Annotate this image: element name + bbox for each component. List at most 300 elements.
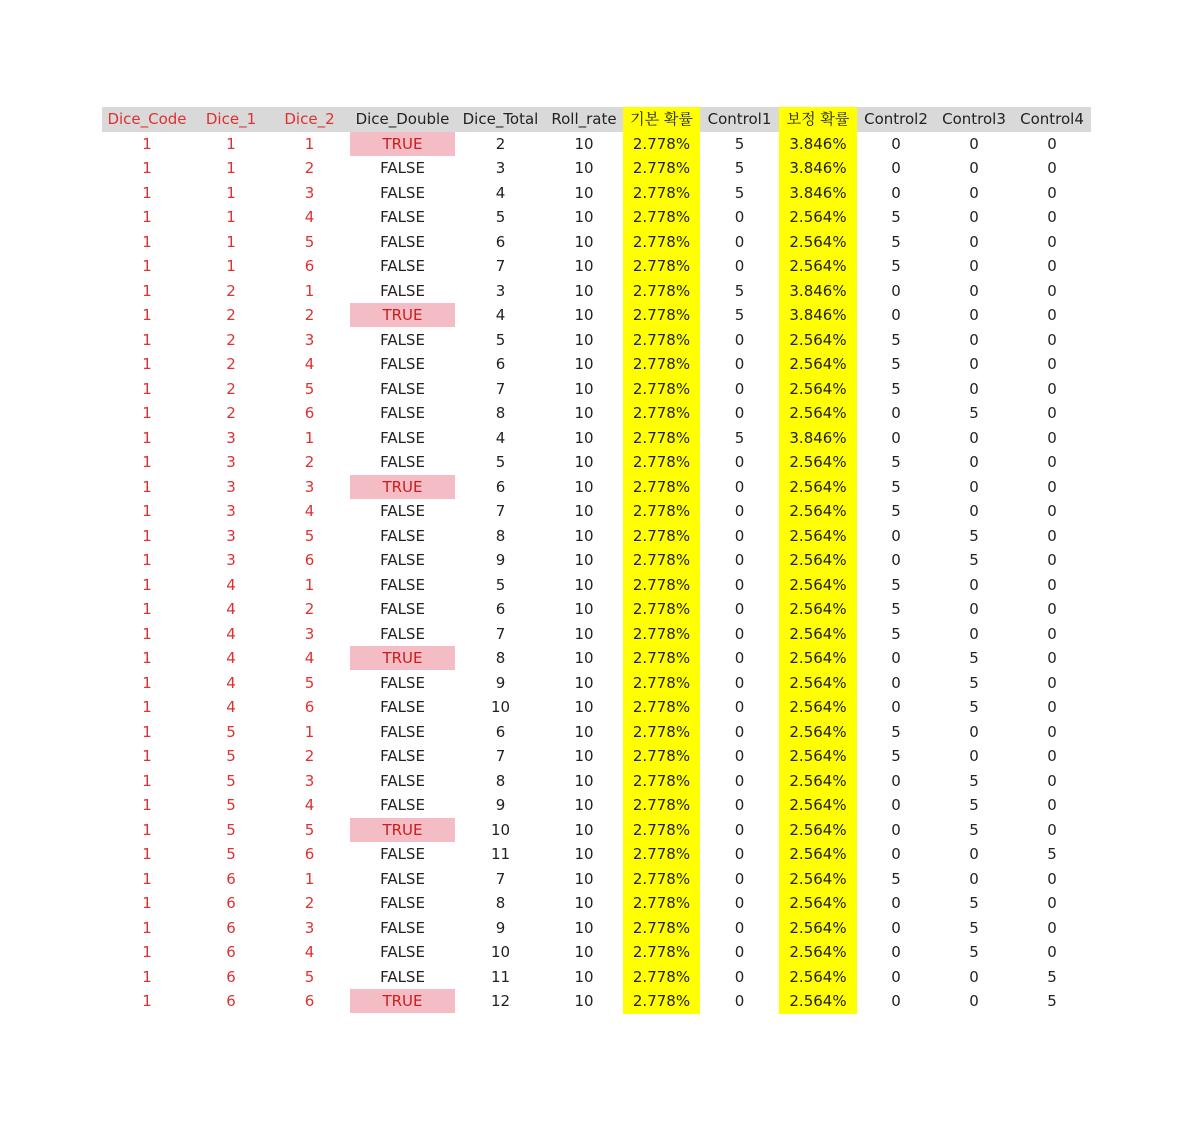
cell-dice-code[interactable]: 1	[142, 453, 152, 472]
cell-dice-code[interactable]: 1	[142, 943, 152, 962]
cell-base-probability[interactable]: 2.778%	[623, 769, 700, 794]
cell-dice-2[interactable]: 4	[304, 355, 315, 374]
cell-dice-2[interactable]: 4	[304, 502, 315, 521]
cell-control4[interactable]: 0	[1047, 600, 1057, 619]
cell-roll-rate[interactable]: 10	[574, 771, 594, 790]
cell-roll-rate[interactable]: 10	[574, 796, 594, 815]
cell-control1[interactable]: 0	[734, 600, 745, 619]
cell-dice-double[interactable]	[349, 401, 456, 426]
cell-control2[interactable]: 5	[891, 624, 901, 643]
cell-control3[interactable]: 5	[969, 796, 979, 815]
cell-control4[interactable]: 0	[1047, 673, 1057, 692]
cell-adjusted-probability[interactable]: 2.564%	[779, 793, 857, 818]
cell-dice-total[interactable]: 2	[495, 134, 506, 153]
cell-base-probability[interactable]: 2.778%	[623, 744, 700, 769]
cell-dice-1[interactable]: 6	[226, 869, 236, 888]
cell-control2[interactable]: 5	[891, 477, 901, 496]
cell-dice-1[interactable]: 5	[226, 820, 236, 839]
cell-adjusted-probability[interactable]: 2.564%	[779, 548, 857, 573]
cell-dice-total[interactable]: 4	[495, 306, 506, 325]
cell-dice-total[interactable]: 6	[495, 355, 506, 374]
cell-control4[interactable]: 0	[1047, 355, 1057, 374]
cell-adjusted-probability[interactable]: 2.564%	[779, 205, 857, 230]
cell-control2[interactable]: 5	[891, 232, 901, 251]
cell-dice-code[interactable]: 1	[142, 796, 152, 815]
cell-control1[interactable]: 0	[734, 796, 745, 815]
cell-dice-double[interactable]	[349, 524, 456, 549]
cell-dice-1[interactable]: 3	[226, 477, 236, 496]
cell-control1[interactable]: 0	[734, 771, 745, 790]
cell-control3[interactable]: 0	[969, 747, 979, 766]
cell-control2[interactable]: 0	[891, 134, 901, 153]
cell-dice-total[interactable]: 5	[495, 453, 506, 472]
cell-adjusted-probability[interactable]: 3.846%	[779, 303, 857, 328]
cell-dice-total[interactable]: 6	[495, 232, 506, 251]
cell-dice-1[interactable]: 1	[226, 208, 236, 227]
cell-dice-total[interactable]: 6	[495, 600, 506, 619]
cell-control2[interactable]: 5	[891, 257, 901, 276]
cell-base-probability[interactable]: 2.778%	[623, 450, 700, 475]
cell-roll-rate[interactable]: 10	[574, 502, 594, 521]
cell-dice-total[interactable]: 10	[490, 943, 511, 962]
cell-adjusted-probability[interactable]: 3.846%	[779, 426, 857, 451]
cell-dice-2[interactable]: 1	[304, 869, 315, 888]
cell-control1[interactable]: 0	[734, 355, 745, 374]
cell-dice-code[interactable]: 1	[142, 967, 152, 986]
cell-dice-double[interactable]	[349, 426, 456, 451]
cell-control1[interactable]: 5	[734, 183, 745, 202]
cell-dice-code[interactable]: 1	[142, 379, 152, 398]
cell-control4[interactable]: 5	[1047, 845, 1057, 864]
cell-control4[interactable]: 0	[1047, 183, 1057, 202]
cell-base-probability[interactable]: 2.778%	[623, 181, 700, 206]
header-dice-1[interactable]: Dice_1	[192, 107, 270, 132]
cell-dice-1[interactable]: 5	[226, 747, 236, 766]
cell-control3[interactable]: 0	[969, 502, 979, 521]
header-control1[interactable]: Control1	[700, 107, 779, 132]
cell-control4[interactable]: 0	[1047, 869, 1057, 888]
cell-control1[interactable]: 5	[734, 306, 745, 325]
cell-adjusted-probability[interactable]: 2.564%	[779, 720, 857, 745]
cell-control4[interactable]: 0	[1047, 624, 1057, 643]
cell-roll-rate[interactable]: 10	[574, 379, 594, 398]
cell-base-probability[interactable]: 2.778%	[623, 328, 700, 353]
cell-control3[interactable]: 5	[969, 943, 979, 962]
cell-dice-1[interactable]: 6	[226, 992, 236, 1011]
cell-adjusted-probability[interactable]: 2.564%	[779, 671, 857, 696]
cell-dice-code[interactable]: 1	[142, 869, 152, 888]
cell-dice-total[interactable]: 3	[495, 159, 506, 178]
cell-dice-double[interactable]	[349, 818, 456, 843]
cell-dice-2[interactable]: 6	[304, 992, 315, 1011]
cell-dice-2[interactable]: 4	[304, 796, 315, 815]
cell-control3[interactable]: 5	[969, 771, 979, 790]
cell-control2[interactable]: 0	[891, 967, 901, 986]
cell-dice-2[interactable]: 5	[304, 820, 315, 839]
cell-control1[interactable]: 0	[734, 453, 745, 472]
cell-adjusted-probability[interactable]: 2.564%	[779, 891, 857, 916]
cell-dice-code[interactable]: 1	[142, 845, 152, 864]
cell-dice-code[interactable]: 1	[142, 918, 152, 937]
cell-dice-1[interactable]: 3	[226, 502, 236, 521]
cell-control3[interactable]: 0	[969, 134, 979, 153]
cell-dice-total[interactable]: 8	[495, 649, 506, 668]
cell-dice-double[interactable]	[349, 695, 456, 720]
cell-roll-rate[interactable]: 10	[574, 624, 594, 643]
cell-dice-1[interactable]: 2	[226, 306, 236, 325]
cell-dice-2[interactable]: 1	[304, 575, 315, 594]
cell-base-probability[interactable]: 2.778%	[623, 622, 700, 647]
cell-roll-rate[interactable]: 10	[574, 649, 594, 668]
cell-roll-rate[interactable]: 10	[574, 747, 594, 766]
cell-base-probability[interactable]: 2.778%	[623, 499, 700, 524]
cell-dice-2[interactable]: 5	[304, 526, 315, 545]
cell-dice-2[interactable]: 3	[304, 183, 315, 202]
cell-dice-2[interactable]: 1	[304, 134, 315, 153]
header-adjusted-probability[interactable]: 보정 확률	[779, 107, 857, 132]
cell-dice-2[interactable]: 5	[304, 673, 315, 692]
cell-dice-1[interactable]: 4	[226, 698, 236, 717]
cell-base-probability[interactable]: 2.778%	[623, 842, 700, 867]
cell-base-probability[interactable]: 2.778%	[623, 548, 700, 573]
cell-dice-double[interactable]	[349, 205, 456, 230]
cell-dice-2[interactable]: 6	[304, 257, 315, 276]
cell-dice-1[interactable]: 5	[226, 771, 236, 790]
cell-control3[interactable]: 0	[969, 281, 979, 300]
cell-dice-2[interactable]: 3	[304, 918, 315, 937]
cell-roll-rate[interactable]: 10	[574, 477, 594, 496]
cell-base-probability[interactable]: 2.778%	[623, 695, 700, 720]
cell-dice-total[interactable]: 7	[495, 502, 506, 521]
cell-control4[interactable]: 0	[1047, 404, 1057, 423]
cell-dice-code[interactable]: 1	[142, 575, 152, 594]
cell-control1[interactable]: 0	[734, 257, 745, 276]
cell-dice-double[interactable]	[349, 597, 456, 622]
cell-control4[interactable]: 0	[1047, 526, 1057, 545]
cell-dice-code[interactable]: 1	[142, 600, 152, 619]
cell-control3[interactable]: 5	[969, 820, 979, 839]
cell-dice-code[interactable]: 1	[142, 281, 152, 300]
cell-adjusted-probability[interactable]: 2.564%	[779, 475, 857, 500]
cell-dice-code[interactable]: 1	[142, 159, 152, 178]
cell-dice-code[interactable]: 1	[142, 649, 152, 668]
cell-roll-rate[interactable]: 10	[574, 673, 594, 692]
cell-dice-2[interactable]: 5	[304, 379, 315, 398]
cell-control3[interactable]: 0	[969, 722, 979, 741]
cell-adjusted-probability[interactable]: 3.846%	[779, 181, 857, 206]
cell-dice-double[interactable]	[349, 328, 456, 353]
cell-control3[interactable]: 0	[969, 992, 979, 1011]
cell-base-probability[interactable]: 2.778%	[623, 891, 700, 916]
header-control2[interactable]: Control2	[857, 107, 935, 132]
cell-control1[interactable]: 0	[734, 943, 745, 962]
cell-dice-total[interactable]: 4	[495, 183, 506, 202]
cell-control3[interactable]: 0	[969, 183, 979, 202]
cell-dice-2[interactable]: 2	[304, 894, 315, 913]
cell-base-probability[interactable]: 2.778%	[623, 303, 700, 328]
cell-control2[interactable]: 5	[891, 747, 901, 766]
cell-control2[interactable]: 0	[891, 943, 901, 962]
cell-control3[interactable]: 0	[969, 624, 979, 643]
cell-control3[interactable]: 0	[969, 355, 979, 374]
cell-dice-total[interactable]: 4	[495, 428, 506, 447]
cell-dice-1[interactable]: 6	[226, 918, 236, 937]
cell-dice-2[interactable]: 6	[304, 845, 315, 864]
cell-control4[interactable]: 0	[1047, 428, 1057, 447]
cell-dice-total[interactable]: 8	[495, 404, 506, 423]
cell-adjusted-probability[interactable]: 2.564%	[779, 965, 857, 990]
cell-dice-total[interactable]: 8	[495, 526, 506, 545]
cell-control3[interactable]: 5	[969, 526, 979, 545]
cell-control1[interactable]: 0	[734, 379, 745, 398]
cell-dice-1[interactable]: 1	[226, 257, 236, 276]
cell-base-probability[interactable]: 2.778%	[623, 156, 700, 181]
cell-dice-1[interactable]: 2	[226, 281, 236, 300]
cell-adjusted-probability[interactable]: 3.846%	[779, 279, 857, 304]
cell-control4[interactable]: 0	[1047, 575, 1057, 594]
cell-control3[interactable]: 0	[969, 306, 979, 325]
cell-control4[interactable]: 0	[1047, 918, 1057, 937]
cell-dice-1[interactable]: 4	[226, 575, 236, 594]
cell-base-probability[interactable]: 2.778%	[623, 132, 700, 157]
cell-roll-rate[interactable]: 10	[574, 967, 594, 986]
cell-dice-double[interactable]	[349, 548, 456, 573]
cell-dice-2[interactable]: 2	[304, 159, 315, 178]
cell-adjusted-probability[interactable]: 2.564%	[779, 744, 857, 769]
cell-dice-total[interactable]: 11	[490, 845, 511, 864]
cell-base-probability[interactable]: 2.778%	[623, 793, 700, 818]
cell-roll-rate[interactable]: 10	[574, 208, 594, 227]
cell-control4[interactable]: 0	[1047, 894, 1057, 913]
cell-adjusted-probability[interactable]: 2.564%	[779, 450, 857, 475]
cell-control3[interactable]: 0	[969, 600, 979, 619]
header-dice-2[interactable]: Dice_2	[270, 107, 349, 132]
cell-control1[interactable]: 0	[734, 820, 745, 839]
cell-dice-code[interactable]: 1	[142, 624, 152, 643]
cell-dice-total[interactable]: 8	[495, 894, 506, 913]
cell-control1[interactable]: 0	[734, 918, 745, 937]
cell-dice-2[interactable]: 4	[304, 649, 315, 668]
cell-control4[interactable]: 0	[1047, 208, 1057, 227]
cell-dice-1[interactable]: 6	[226, 967, 236, 986]
cell-dice-double[interactable]	[349, 156, 456, 181]
cell-adjusted-probability[interactable]: 2.564%	[779, 695, 857, 720]
cell-dice-double[interactable]	[349, 916, 456, 941]
cell-control3[interactable]: 0	[969, 575, 979, 594]
cell-dice-2[interactable]: 4	[304, 208, 315, 227]
cell-control1[interactable]: 5	[734, 134, 745, 153]
cell-control2[interactable]: 0	[891, 796, 901, 815]
cell-dice-total[interactable]: 7	[495, 257, 506, 276]
cell-dice-total[interactable]: 5	[495, 330, 506, 349]
cell-control3[interactable]: 0	[969, 453, 979, 472]
cell-roll-rate[interactable]: 10	[574, 869, 594, 888]
cell-control4[interactable]: 0	[1047, 551, 1057, 570]
cell-dice-total[interactable]: 7	[495, 747, 506, 766]
cell-dice-double[interactable]	[349, 622, 456, 647]
cell-dice-code[interactable]: 1	[142, 551, 152, 570]
cell-roll-rate[interactable]: 10	[574, 698, 594, 717]
cell-dice-total[interactable]: 10	[490, 820, 511, 839]
cell-dice-1[interactable]: 1	[226, 232, 236, 251]
cell-roll-rate[interactable]: 10	[574, 722, 594, 741]
cell-dice-2[interactable]: 5	[304, 232, 315, 251]
cell-control3[interactable]: 0	[969, 232, 979, 251]
cell-dice-total[interactable]: 9	[495, 796, 506, 815]
cell-adjusted-probability[interactable]: 2.564%	[779, 254, 857, 279]
cell-adjusted-probability[interactable]: 2.564%	[779, 842, 857, 867]
cell-dice-1[interactable]: 2	[226, 355, 236, 374]
cell-dice-code[interactable]: 1	[142, 208, 152, 227]
cell-control4[interactable]: 0	[1047, 477, 1057, 496]
cell-control1[interactable]: 0	[734, 722, 745, 741]
cell-base-probability[interactable]: 2.778%	[623, 940, 700, 965]
cell-dice-code[interactable]: 1	[142, 477, 152, 496]
cell-base-probability[interactable]: 2.778%	[623, 254, 700, 279]
cell-dice-code[interactable]: 1	[142, 992, 152, 1011]
cell-control2[interactable]: 5	[891, 453, 901, 472]
cell-dice-total[interactable]: 7	[495, 624, 506, 643]
cell-control4[interactable]: 0	[1047, 306, 1057, 325]
cell-dice-total[interactable]: 7	[495, 379, 506, 398]
cell-dice-double[interactable]	[349, 720, 456, 745]
cell-dice-total[interactable]: 8	[495, 771, 506, 790]
cell-dice-total[interactable]: 5	[495, 208, 506, 227]
cell-dice-double[interactable]	[349, 303, 456, 328]
cell-roll-rate[interactable]: 10	[574, 992, 594, 1011]
cell-control2[interactable]: 0	[891, 159, 901, 178]
cell-dice-total[interactable]: 9	[495, 918, 506, 937]
cell-dice-2[interactable]: 5	[304, 967, 315, 986]
cell-adjusted-probability[interactable]: 2.564%	[779, 597, 857, 622]
header-dice-total[interactable]: Dice_Total	[456, 107, 545, 132]
cell-roll-rate[interactable]: 10	[574, 281, 594, 300]
cell-base-probability[interactable]: 2.778%	[623, 818, 700, 843]
cell-dice-total[interactable]: 9	[495, 551, 506, 570]
cell-roll-rate[interactable]: 10	[574, 600, 594, 619]
cell-adjusted-probability[interactable]: 2.564%	[779, 989, 857, 1014]
cell-control1[interactable]: 5	[734, 159, 745, 178]
cell-dice-1[interactable]: 6	[226, 894, 236, 913]
cell-dice-double[interactable]	[349, 181, 456, 206]
cell-base-probability[interactable]: 2.778%	[623, 597, 700, 622]
cell-dice-code[interactable]: 1	[142, 673, 152, 692]
cell-roll-rate[interactable]: 10	[574, 918, 594, 937]
cell-dice-2[interactable]: 1	[304, 281, 315, 300]
cell-control3[interactable]: 5	[969, 404, 979, 423]
cell-control4[interactable]: 0	[1047, 796, 1057, 815]
cell-control3[interactable]: 5	[969, 673, 979, 692]
cell-control2[interactable]: 0	[891, 428, 901, 447]
cell-dice-double[interactable]	[349, 132, 456, 157]
cell-dice-double[interactable]	[349, 230, 456, 255]
cell-dice-total[interactable]: 11	[490, 967, 511, 986]
cell-dice-code[interactable]: 1	[142, 355, 152, 374]
cell-dice-1[interactable]: 4	[226, 600, 236, 619]
cell-control2[interactable]: 0	[891, 845, 901, 864]
cell-control4[interactable]: 0	[1047, 453, 1057, 472]
cell-adjusted-probability[interactable]: 2.564%	[779, 499, 857, 524]
cell-roll-rate[interactable]: 10	[574, 355, 594, 374]
cell-control4[interactable]: 0	[1047, 722, 1057, 741]
header-control4[interactable]: Control4	[1013, 107, 1091, 132]
cell-dice-2[interactable]: 4	[304, 943, 315, 962]
cell-dice-double[interactable]	[349, 377, 456, 402]
cell-control1[interactable]: 0	[734, 502, 745, 521]
cell-control2[interactable]: 0	[891, 992, 901, 1011]
cell-control2[interactable]: 5	[891, 330, 901, 349]
cell-dice-total[interactable]: 12	[490, 992, 511, 1011]
cell-control1[interactable]: 0	[734, 869, 745, 888]
cell-control1[interactable]: 0	[734, 649, 745, 668]
cell-dice-1[interactable]: 1	[226, 183, 236, 202]
cell-dice-double[interactable]	[349, 965, 456, 990]
cell-control4[interactable]: 0	[1047, 820, 1057, 839]
cell-control4[interactable]: 0	[1047, 771, 1057, 790]
header-roll-rate[interactable]: Roll_rate	[545, 107, 623, 132]
cell-dice-1[interactable]: 5	[226, 796, 236, 815]
cell-control2[interactable]: 0	[891, 698, 901, 717]
cell-control1[interactable]: 0	[734, 698, 745, 717]
cell-control3[interactable]: 0	[969, 967, 979, 986]
cell-control2[interactable]: 5	[891, 575, 901, 594]
cell-dice-2[interactable]: 6	[304, 404, 315, 423]
cell-dice-1[interactable]: 1	[226, 159, 236, 178]
cell-control3[interactable]: 0	[969, 428, 979, 447]
cell-base-probability[interactable]: 2.778%	[623, 916, 700, 941]
cell-dice-code[interactable]: 1	[142, 820, 152, 839]
cell-control1[interactable]: 0	[734, 208, 745, 227]
cell-control1[interactable]: 5	[734, 281, 745, 300]
cell-base-probability[interactable]: 2.778%	[623, 352, 700, 377]
cell-dice-code[interactable]: 1	[142, 257, 152, 276]
cell-dice-2[interactable]: 3	[304, 624, 315, 643]
header-dice-code[interactable]: Dice_Code	[102, 107, 192, 132]
cell-dice-2[interactable]: 3	[304, 477, 315, 496]
cell-control2[interactable]: 5	[891, 600, 901, 619]
cell-control2[interactable]: 0	[891, 673, 901, 692]
cell-base-probability[interactable]: 2.778%	[623, 965, 700, 990]
header-control3[interactable]: Control3	[935, 107, 1013, 132]
cell-dice-total[interactable]: 6	[495, 477, 506, 496]
cell-roll-rate[interactable]: 10	[574, 232, 594, 251]
cell-control4[interactable]: 0	[1047, 281, 1057, 300]
cell-control1[interactable]: 0	[734, 992, 745, 1011]
cell-roll-rate[interactable]: 10	[574, 575, 594, 594]
cell-dice-code[interactable]: 1	[142, 183, 152, 202]
cell-control1[interactable]: 0	[734, 967, 745, 986]
cell-dice-double[interactable]	[349, 352, 456, 377]
cell-dice-code[interactable]: 1	[142, 134, 152, 153]
cell-dice-double[interactable]	[349, 254, 456, 279]
cell-adjusted-probability[interactable]: 3.846%	[779, 156, 857, 181]
cell-dice-double[interactable]	[349, 646, 456, 671]
cell-dice-2[interactable]: 3	[304, 330, 315, 349]
cell-control4[interactable]: 0	[1047, 257, 1057, 276]
cell-dice-double[interactable]	[349, 671, 456, 696]
cell-dice-2[interactable]: 1	[304, 722, 315, 741]
cell-control2[interactable]: 5	[891, 869, 901, 888]
cell-dice-code[interactable]: 1	[142, 526, 152, 545]
cell-base-probability[interactable]: 2.778%	[623, 573, 700, 598]
header-dice-double[interactable]: Dice_Double	[349, 107, 456, 132]
cell-dice-2[interactable]: 1	[304, 428, 315, 447]
cell-dice-double[interactable]	[349, 279, 456, 304]
cell-roll-rate[interactable]: 10	[574, 943, 594, 962]
cell-control3[interactable]: 0	[969, 159, 979, 178]
cell-dice-1[interactable]: 6	[226, 943, 236, 962]
cell-control1[interactable]: 0	[734, 526, 745, 545]
